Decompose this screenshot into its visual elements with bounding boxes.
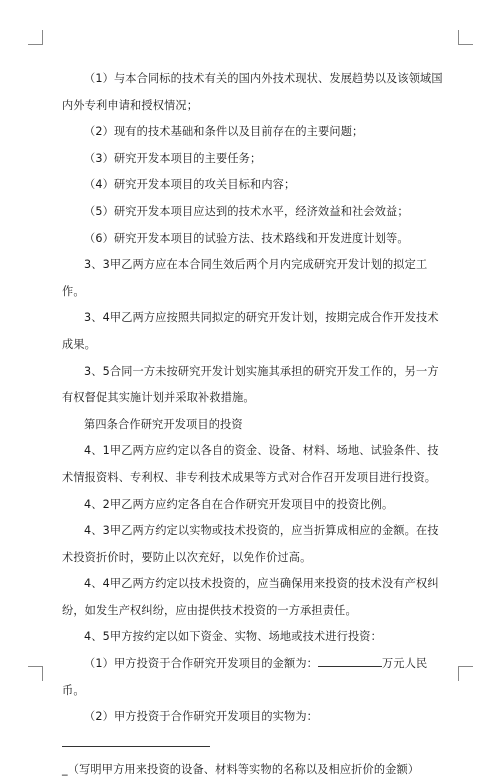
investment-assets-blank[interactable]	[62, 734, 210, 747]
clause-4-3: 4、3甲乙两方约定以实物或技术投资的，应当折算成相应的金额。在技术投资折价时，要防止以次充好，以免作价过高。	[62, 524, 439, 564]
document-body	[62, 66, 444, 784]
investment-amount-blank[interactable]	[318, 654, 382, 667]
investment-assets-note: _（写明甲方用来投资的设备、材料等实物的名称以及相应折价的金额）	[62, 763, 420, 777]
clause-3-5: 3、5合同一方未按研究开发计划实施其承担的研究开发工作的，另一方有权督促其实施计划并采取补救措施。	[62, 364, 439, 405]
crop-mark-bottom-right	[458, 666, 473, 681]
investment-assets-prefix: （2）甲方投资于合作研究开发项目的实物为：	[84, 710, 319, 724]
investment-assets-line	[62, 704, 444, 757]
crop-mark-top-right	[458, 30, 473, 45]
investment-amount-line	[62, 651, 444, 704]
section-heading-article-4: 第四条合作研究开发项目的投资	[84, 417, 243, 431]
paragraph-1-4: （4）研究开发本项目的攻关目标和内容；	[84, 178, 296, 192]
crop-mark-top-left	[28, 30, 43, 45]
clause-4-4: 4、4甲乙两方约定以技术投资的，应当确保用来投资的技术没有产权纠纷，如发生产权纠纷，应由提供技术投资的一方承担责任。	[62, 577, 439, 617]
paragraph-1-2: （2）现有的技术基础和条件以及目前存在的主要问题；	[84, 125, 364, 139]
crop-mark-bottom-left	[28, 666, 43, 681]
clause-3-3: 3、3甲乙两方应在本合同生效后两个月内完成研究开发计划的拟定工作。	[62, 258, 428, 298]
paragraph-1-5: （5）研究开发本项目应达到的技术水平，经济效益和社会效益；	[84, 204, 409, 218]
clause-4-1: 4、1甲乙两方应约定以各自的资金、设备、材料、场地、试验条件、技术情报资料、专利权、非专利技术成果等方式对合作召开发项目进行投资。	[62, 444, 439, 484]
clause-4-2: 4、2甲乙两方应约定各自在合作研究开发项目中的投资比例。	[84, 497, 394, 511]
paragraph-1-6: （6）研究开发本项目的试验方法、技术路线和开发进度计划等。	[84, 231, 409, 245]
clause-4-5: 4、5甲方按约定以如下资金、实物、场地或技术进行投资：	[84, 630, 382, 644]
paragraph-1-3: （3）研究开发本项目的主要任务；	[84, 151, 262, 165]
investment-amount-suffix: 万元人民币。	[62, 657, 428, 697]
paragraph-1-1: （1）与本合同标的技术有关的国内外技术现状、发展趋势以及该领域国内外专利申请和授权情况；	[62, 72, 443, 112]
clause-3-4: 3、4甲乙两方应按照共同拟定的研究开发计划，按期完成合作开发技术成果。	[62, 311, 439, 351]
investment-amount-prefix: （1）甲方投资于合作研究开发项目的金额为：	[84, 657, 319, 671]
